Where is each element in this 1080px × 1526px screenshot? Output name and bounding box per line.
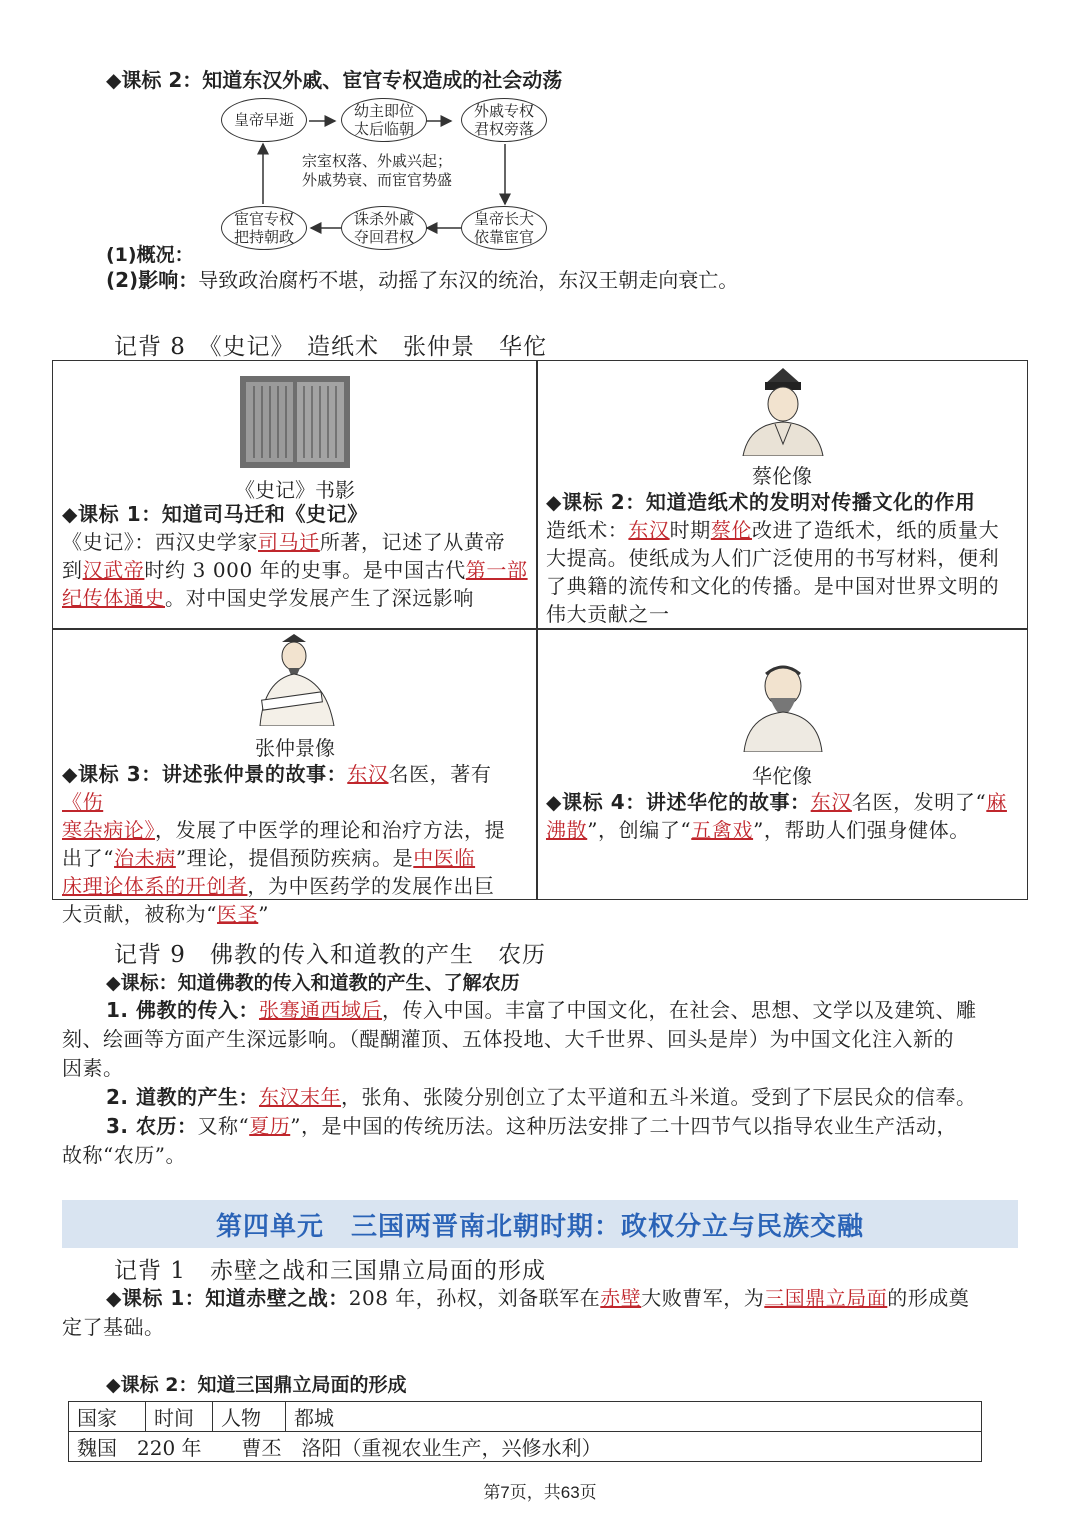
buddhism-line-1: 1. 佛教的传入：张骞通西域后，传入中国。丰富了中国文化，在社会、思想、文学以及建筑、雕	[106, 998, 977, 1022]
cailun-line-4: 伟大贡献之一	[546, 602, 670, 626]
page-footer: 第7页，共63页	[483, 1483, 597, 1502]
zhangzhongjing-portrait	[250, 634, 340, 726]
grid-divider-horizontal	[52, 628, 1028, 630]
table-row	[69, 1432, 982, 1462]
zhangzhongjing-caption: 张仲景像	[255, 736, 335, 760]
node-consort-clan-power: 外戚专权 君权旁落	[461, 98, 547, 142]
table-header-cell: 时间	[146, 1402, 213, 1432]
unit4-kebiao2: ◆课标 2：知道三国鼎立局面的形成	[106, 1374, 407, 1396]
table-header-cell: 都城	[286, 1402, 982, 1432]
shiji-text	[62, 500, 532, 612]
zhang-line-1: ◆课标 3：讲述张仲景的故事：东汉名医，著有《伤	[62, 762, 492, 814]
cailun-text	[546, 488, 1026, 628]
jibei9-body	[62, 996, 1022, 1170]
node-eunuch-power: 宦官专权 把持朝政	[221, 206, 307, 250]
calendar-line-2: 故称“农历”。	[62, 1143, 186, 1167]
cailun-line-1: 造纸术：东汉时期蔡伦改进了造纸术，纸的质量大	[546, 518, 1000, 542]
zhang-line-4: 床理论体系的开创者，为中医药学的发展作出巨	[62, 874, 495, 898]
node-emperor-grows-up: 皇帝长大 依靠宦官	[461, 206, 547, 250]
hua-line-2: 沸散”，创编了“五禽戏”，帮助人们强身健体。	[546, 818, 970, 842]
jibei9-heading: 记背 9 佛教的传入和道教的产生 农历	[114, 942, 546, 968]
zhang-line-3: 出了“治未病”理论，提倡预防疾病。是中医临	[62, 846, 476, 870]
calendar-line-1: 3. 农历：又称“夏历”，是中国的传统历法。这种历法安排了二十四节气以指导农业生产活动，	[106, 1114, 957, 1138]
zhangzhongjing-text	[62, 760, 532, 928]
gaikuang-label: (1)概况：	[106, 244, 194, 266]
jibei9-kebiao: ◆课标：知道佛教的传入和道教的产生、了解农历	[106, 972, 520, 994]
center-line-1: 宗室权落、外戚兴起；	[302, 152, 453, 170]
zhang-line-5: 大贡献，被称为“医圣”	[62, 902, 270, 926]
table-header-row	[69, 1402, 982, 1432]
chibi-kebiao	[62, 1284, 1022, 1342]
cailun-kebiao: ◆课标 2：知道造纸术的发明对传播文化的作用	[546, 490, 976, 514]
huatuo-text	[546, 788, 1026, 844]
cailun-line-2: 大提高。使纸成为人们广泛使用的书写材料，便利	[546, 546, 1000, 570]
table-row-wei: 魏国 220 年 曹丕 洛阳（重视农业生产，兴修水利）	[69, 1432, 982, 1462]
yingxiang-label: (2)影响：	[106, 268, 199, 292]
node-kill-consort-clan: 诛杀外戚 夺回君权	[341, 206, 427, 250]
shiji-line-1: 《史记》：西汉史学家司马迁所著，记述了从黄帝	[62, 530, 506, 554]
node-emperor-early-death: 皇帝早逝	[221, 98, 307, 142]
cailun-line-3: 了典籍的流传和文化的传播。是中国对世界文明的	[546, 574, 1000, 598]
buddhism-line-3: 因素。	[62, 1056, 124, 1080]
table-header-cell: 人物	[213, 1402, 286, 1432]
chibi-line-1: ◆课标 1：知道赤壁之战：208 年，孙权，刘备联军在赤壁大败曹军，为三国鼎立局面的形成奠	[106, 1286, 970, 1310]
shiji-book-image	[240, 376, 350, 468]
yingxiang-text: 导致政治腐朽不堪，动摇了东汉的统治，东汉王朝走向衰亡。	[198, 268, 739, 292]
table-header-cell: 国家	[69, 1402, 146, 1432]
unit4-banner: 第四单元 三国两晋南北朝时期：政权分立与民族交融	[62, 1200, 1018, 1248]
unit4-jibei1-heading: 记背 1 赤壁之战和三国鼎立局面的形成	[114, 1258, 546, 1284]
cailun-portrait	[735, 364, 831, 456]
diagram-center-text	[302, 152, 452, 190]
shiji-line-3: 纪传体通史。对中国史学发展产生了深远影响	[62, 586, 474, 610]
yingxiang-line	[106, 266, 738, 294]
chibi-line-2: 定了基础。	[62, 1315, 165, 1339]
node-child-emperor: 幼主即位 太后临朝	[341, 98, 427, 142]
buddhism-line-2: 刻、绘画等方面产生深远影响。（醍醐灌顶、五体投地、大千世界、回头是岸）为中国文化注入新的	[62, 1027, 954, 1051]
zhang-line-2: 寒杂病论》，发展了中医学的理论和治疗方法，提	[62, 818, 506, 842]
taoism-line: 2. 道教的产生：东汉末年，张角、张陵分别创立了太平道和五斗米道。受到了下层民众的信奉。	[106, 1085, 977, 1109]
huatuo-portrait	[738, 660, 828, 752]
shiji-kebiao: ◆课标 1：知道司马迁和《史记》	[62, 502, 368, 526]
huatuo-caption: 华佗像	[752, 764, 812, 788]
center-line-2: 外戚势衰、而宦官势盛	[302, 171, 453, 189]
three-kingdoms-table	[68, 1401, 982, 1462]
shiji-line-2: 到汉武帝时约 3 000 年的史事。是中国古代第一部	[62, 558, 528, 582]
hua-line-1: ◆课标 4：讲述华佗的故事：东汉名医，发明了“麻	[546, 790, 1007, 814]
cailun-caption: 蔡伦像	[752, 464, 812, 488]
kebiao2-title: ◆课标 2：知道东汉外戚、宦官专权造成的社会动荡	[106, 68, 563, 92]
shiji-caption: 《史记》书影	[235, 478, 355, 502]
jibei8-heading: 记背 8 《史记》 造纸术 张仲景 华佗	[114, 334, 547, 360]
grid-divider-vertical	[536, 360, 538, 900]
